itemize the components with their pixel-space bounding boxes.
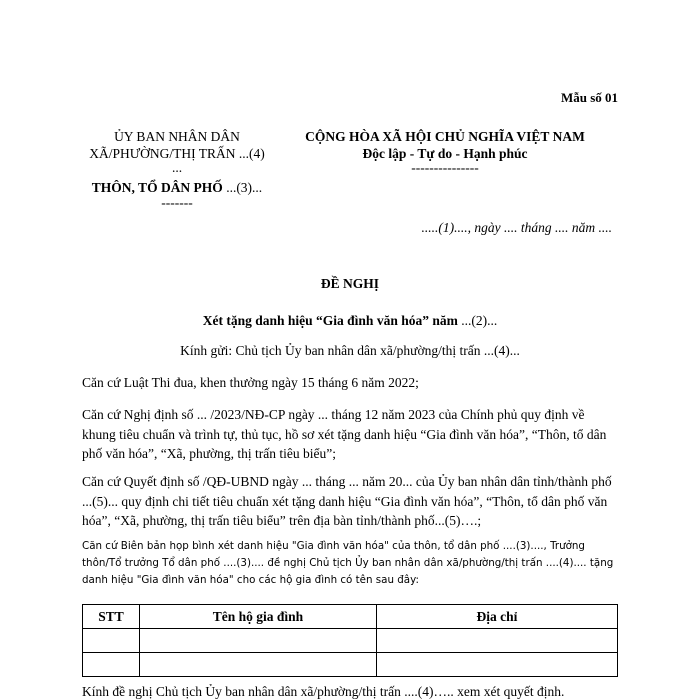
national-motto: Độc lập - Tự do - Hạnh phúc — [362, 146, 528, 161]
col-header-household: Tên hộ gia đình — [140, 605, 377, 629]
col-header-address: Địa chỉ — [377, 605, 618, 629]
table-cell — [377, 653, 618, 677]
table-cell — [83, 629, 140, 653]
subtitle-placeholder: ...(2)... — [457, 313, 498, 328]
paragraph-meeting-minutes: Căn cứ Biên bản họp bình xét danh hiệu "Gia đình văn hóa" của thôn, tổ dân phố ....(3)...., Trưởng thôn/Tổ trưởng Tổ dân phố ....(3).... đề nghị Chủ tịch Ủy ban nhân dân xã/phường/thị trấn ....(4).... tặng danh hiệu "Gia đình văn hóa" cho các hộ gia đình có tên sau đây: — [82, 540, 614, 586]
table-cell — [140, 653, 377, 677]
authority-line-1: ỦY BAN NHÂN DÂN — [114, 129, 240, 144]
addressee-line: Kính gửi: Chủ tịch Ủy ban nhân dân xã/phường/thị trấn ...(4)... — [180, 343, 520, 358]
paragraph-decree: Căn cứ Nghị định số ... /2023/NĐ-CP ngày ... tháng 12 năm 2023 của Chính phủ quy định về khung tiêu chuẩn và trình tự, thủ tục, hồ sơ xét tặng danh hiệu “Gia đình văn hóa”, “Thôn, tổ dân phố văn hóa”, “Xã, phường, thị trấn tiêu biểu”; — [82, 407, 607, 461]
village-placeholder: ...(3)... — [222, 180, 263, 195]
motto-rule: --------------- — [411, 160, 479, 175]
table-row — [83, 653, 618, 677]
authority-line-4 — [82, 179, 272, 196]
closing-request: Kính đề nghị Chủ tịch Ủy ban nhân dân xã/phường/thị trấn ....(4)….. xem xét quyết định. — [82, 684, 565, 699]
paragraph-law: Căn cứ Luật Thi đua, khen thưởng ngày 15 tháng 6 năm 2022; — [82, 375, 419, 390]
table-cell — [377, 629, 618, 653]
date-line: .....(1)...., ngày .... tháng .... năm .... — [421, 220, 612, 235]
authority-line-3: ... — [171, 160, 183, 175]
form-code: Mẫu số 01 — [560, 90, 618, 105]
authority-line-2: XÃ/PHƯỜNG/THỊ TRẤN ...(4) — [89, 146, 265, 161]
household-table — [82, 604, 618, 677]
table-row — [83, 629, 618, 653]
document-subtitle — [0, 313, 700, 329]
issuing-authority-block — [82, 128, 272, 210]
subtitle-bold: Xét tặng danh hiệu “Gia đình văn hóa” năm — [202, 313, 458, 328]
table-cell — [83, 653, 140, 677]
national-heading-block — [290, 128, 600, 174]
paragraph-decision: Căn cứ Quyết định số /QĐ-UBND ngày ... tháng ... năm 20... của Ủy ban nhân dân tỉnh/thành phố ...(5)... quy định chi tiết tiêu chuẩn xét tặng danh hiệu “Gia đình văn hóa”, “Thôn, tổ dân phố văn hóa”, “Xã, phường, thị trấn tiêu biểu” trên địa bàn tỉnh/thành phố...(5)….; — [82, 474, 612, 528]
authority-rule: ------- — [161, 195, 193, 210]
village-label: THÔN, TỔ DÂN PHỐ — [91, 180, 223, 195]
national-title: CỘNG HÒA XÃ HỘI CHỦ NGHĨA VIỆT NAM — [305, 129, 585, 144]
document-title: ĐỀ NGHỊ — [320, 276, 380, 291]
table-cell — [140, 629, 377, 653]
col-header-stt: STT — [83, 605, 140, 629]
table-header-row — [83, 605, 618, 629]
